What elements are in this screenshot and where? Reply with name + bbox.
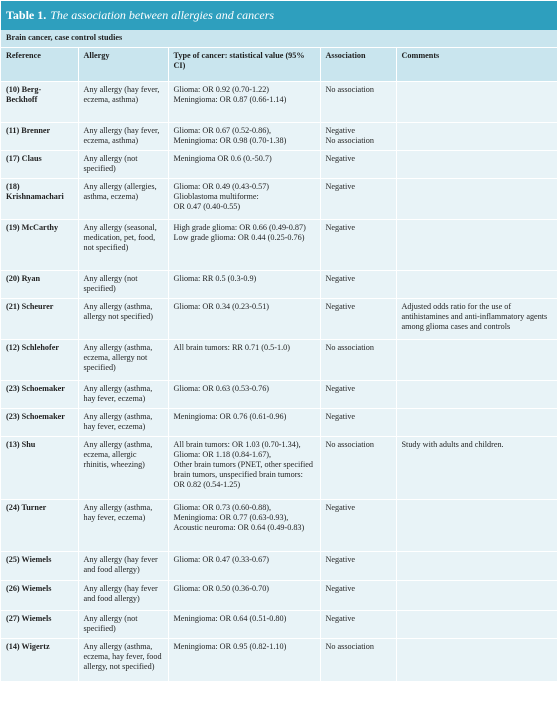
cell-type: All brain tumors: RR 0.71 (0.5-1.0)	[168, 340, 320, 381]
cell-type: Glioma: OR 0.67 (0.52-0.86), Meningioma: OR 0.98 (0.70-1.38)	[168, 123, 320, 151]
table-row	[1, 611, 557, 639]
cell-comments	[396, 581, 557, 611]
cell-allergy: Any allergy (asthma, hay fever, eczema)	[78, 500, 168, 552]
cell-type: Meningioma: OR 0.95 (0.82-1.10)	[168, 639, 320, 681]
cell-comments	[396, 220, 557, 271]
cell-reference: (18) Krishnamachari	[1, 179, 78, 220]
cell-reference: (14) Wigertz	[1, 639, 78, 681]
table-row	[1, 639, 557, 681]
table-row	[1, 581, 557, 611]
table-row	[1, 179, 557, 220]
table-number: Table 1.	[6, 8, 47, 22]
cell-comments	[396, 611, 557, 639]
cell-association: Negative	[320, 151, 396, 179]
table-body	[1, 82, 557, 681]
column-header-association: Association	[320, 48, 396, 82]
cell-reference: (21) Scheurer	[1, 299, 78, 340]
cell-reference: (20) Ryan	[1, 271, 78, 299]
cell-association: Negative	[320, 611, 396, 639]
cell-association: Negative	[320, 381, 396, 409]
cell-comments	[396, 340, 557, 381]
header-row	[1, 48, 557, 82]
cell-association: Negative No association	[320, 123, 396, 151]
cell-allergy: Any allergy (not specified)	[78, 151, 168, 179]
cell-type: Meningioma: OR 0.64 (0.51-0.80)	[168, 611, 320, 639]
table-row	[1, 340, 557, 381]
cell-type: Meningioma: OR 0.76 (0.61-0.96)	[168, 409, 320, 437]
cell-reference: (23) Schoemaker	[1, 381, 78, 409]
cell-reference: (26) Wiemels	[1, 581, 78, 611]
column-header-type: Type of cancer: statistical value (95% CI)	[168, 48, 320, 82]
cell-association: Negative	[320, 552, 396, 581]
cell-comments	[396, 500, 557, 552]
cell-association: Negative	[320, 581, 396, 611]
cell-type: Glioma: OR 0.92 (0.70-1.22) Meningioma: OR 0.87 (0.66-1.14)	[168, 82, 320, 123]
cell-allergy: Any allergy (seasonal, medication, pet, food, not specified)	[78, 220, 168, 271]
cell-allergy: Any allergy (asthma, allergy not specified)	[78, 299, 168, 340]
column-header-reference: Reference	[1, 48, 78, 82]
cell-reference: (12) Schlehofer	[1, 340, 78, 381]
cell-allergy: Any allergy (asthma, eczema, hay fever, food allergy, not specified)	[78, 639, 168, 681]
table-row	[1, 82, 557, 123]
cell-comments	[396, 409, 557, 437]
cell-comments: Study with adults and children.	[396, 437, 557, 500]
cell-type: Glioma: OR 0.34 (0.23-0.51)	[168, 299, 320, 340]
column-header-allergy: Allergy	[78, 48, 168, 82]
cell-allergy: Any allergy (asthma, eczema, allergy not specified)	[78, 340, 168, 381]
cell-association: No association	[320, 639, 396, 681]
cell-comments	[396, 639, 557, 681]
cell-type: Glioma: OR 0.63 (0.53-0.76)	[168, 381, 320, 409]
cell-allergy: Any allergy (hay fever, eczema, asthma)	[78, 123, 168, 151]
cell-allergy: Any allergy (asthma, eczema, allergic rhinitis, wheezing)	[78, 437, 168, 500]
cell-reference: (25) Wiemels	[1, 552, 78, 581]
cell-reference: (24) Turner	[1, 500, 78, 552]
data-table	[1, 30, 557, 681]
cell-association: No association	[320, 437, 396, 500]
cell-comments	[396, 271, 557, 299]
cell-comments	[396, 179, 557, 220]
table-row	[1, 409, 557, 437]
cell-reference: (13) Shu	[1, 437, 78, 500]
cell-comments	[396, 82, 557, 123]
cell-type: High grade glioma: OR 0.66 (0.49-0.87) Low grade glioma: OR 0.44 (0.25-0.76)	[168, 220, 320, 271]
cell-allergy: Any allergy (hay fever and food allergy)	[78, 552, 168, 581]
cell-reference: (27) Wiemels	[1, 611, 78, 639]
cell-comments: Adjusted odds ratio for the use of antihistamines and anti-inflammatory agents among glioma cases and controls	[396, 299, 557, 340]
cell-association: Negative	[320, 409, 396, 437]
cell-comments	[396, 151, 557, 179]
cell-reference: (19) McCarthy	[1, 220, 78, 271]
cell-reference: (10) Berg-Beckhoff	[6, 85, 42, 104]
cell-reference: (17) Claus	[1, 151, 78, 179]
column-header-comments: Comments	[396, 48, 557, 82]
cell-association: Negative	[320, 179, 396, 220]
cell-allergy: Any allergy (hay fever and food allergy)	[78, 581, 168, 611]
cell-comments	[396, 381, 557, 409]
table-row	[1, 151, 557, 179]
cell-allergy: Any allergy (not specified)	[78, 611, 168, 639]
cell-association: Negative	[320, 220, 396, 271]
cell-allergy: Any allergy (not specified)	[78, 271, 168, 299]
cell-association: Negative	[320, 271, 396, 299]
cell-allergy: Any allergy (allergies, asthma, eczema)	[78, 179, 168, 220]
cell-reference: (11) Brenner	[1, 123, 78, 151]
table-row	[1, 299, 557, 340]
cell-association: Negative	[320, 299, 396, 340]
table-title-bar	[1, 1, 557, 30]
cell-allergy: Any allergy (hay fever, eczema, asthma)	[78, 82, 168, 123]
table-row	[1, 381, 557, 409]
section-row	[1, 30, 557, 48]
cell-comments	[396, 552, 557, 581]
cell-comments	[396, 123, 557, 151]
section-title: Brain cancer, case control studies	[1, 30, 557, 48]
table-row	[1, 552, 557, 581]
table-title: The association between allergies and cancers	[50, 8, 275, 22]
allergy-cancer-table	[1, 1, 557, 681]
cell-association: No association	[320, 82, 396, 123]
cell-type: All brain tumors: OR 1.03 (0.70-1.34), Glioma: OR 1.18 (0.84-1.67), Other brain tumors (PNET, other specified brain tumors, unspecified brain tumors: OR 0.82 (0.54-1.25)	[168, 437, 320, 500]
table-row	[1, 123, 557, 151]
cell-type: Glioma: OR 0.50 (0.36-0.70)	[168, 581, 320, 611]
cell-allergy: Any allergy (asthma, hay fever, eczema)	[78, 381, 168, 409]
cell-allergy: Any allergy (asthma, hay fever, eczema)	[78, 409, 168, 437]
table-row	[1, 500, 557, 552]
cell-association: Negative	[320, 500, 396, 552]
cell-association: No association	[320, 340, 396, 381]
cell-type: Glioma: OR 0.47 (0.33-0.67)	[168, 552, 320, 581]
table-row	[1, 220, 557, 271]
cell-type: Glioma: RR 0.5 (0.3-0.9)	[168, 271, 320, 299]
table-row	[1, 271, 557, 299]
cell-type: Meningioma OR 0.6 (0.-50.7)	[168, 151, 320, 179]
cell-type: Glioma: OR 0.49 (0.43-0.57) Glioblastoma multiforme: OR 0.47 (0.40-0.55)	[168, 179, 320, 220]
cell-type: Glioma: OR 0.73 (0.60-0.88), Meningioma: OR 0.77 (0.63-0.93), Acoustic neuroma: OR 0.64 (0.49-0.83)	[168, 500, 320, 552]
table-row	[1, 437, 557, 500]
cell-reference: (23) Schoemaker	[1, 409, 78, 437]
